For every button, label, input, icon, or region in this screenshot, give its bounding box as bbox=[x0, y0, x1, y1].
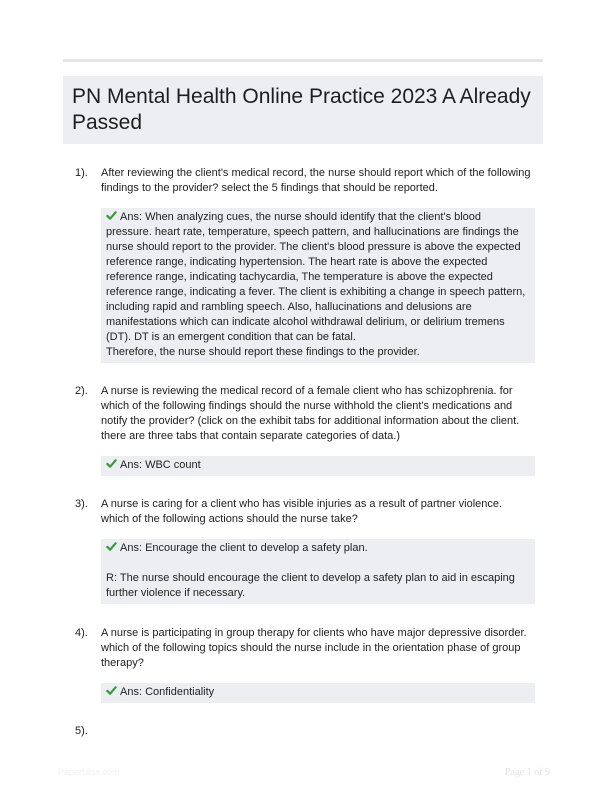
question-text: A nurse is caring for a client who has visible injuries as a result of partner violence. which of the following actions should the nurse take? bbox=[101, 498, 503, 525]
question-text: A nurse is reviewing the medical record of a female client who has schizophrenia. for which of the following findings should the nurse withhold the client's medications and notify the provider? (click on the exhibit tabs for additional information about the client. there are three tabs that contain separate categories of data.) bbox=[101, 385, 520, 442]
page-title: PN Mental Health Online Practice 2023 A Already Passed bbox=[72, 85, 531, 134]
question-number: 2). bbox=[75, 385, 88, 397]
check-icon bbox=[106, 685, 117, 696]
answer-text: Ans: WBC count bbox=[120, 459, 201, 471]
check-icon bbox=[106, 210, 117, 221]
answer-extra: R: The nurse should encourage the client to develop a safety plan to aid in escaping further violence if necessary. bbox=[106, 572, 515, 599]
answer-panel bbox=[101, 456, 535, 476]
question-number: 5). bbox=[75, 725, 88, 737]
question-text: After reviewing the client's medical record, the nurse should report which of the following findings to the provider? select the 5 findings that should be reported. bbox=[101, 167, 531, 194]
answer-line bbox=[106, 685, 529, 700]
page-number: Page 1 of 9 bbox=[504, 767, 550, 778]
answer-text: Ans: Confidentiality bbox=[120, 686, 215, 698]
footer-watermark: Paperbliss.com bbox=[58, 767, 120, 777]
answer-line bbox=[106, 210, 529, 345]
question-number: 3). bbox=[75, 498, 88, 510]
check-icon bbox=[106, 541, 117, 552]
top-divider bbox=[63, 59, 543, 62]
answer-panel bbox=[101, 539, 535, 604]
spacer bbox=[106, 556, 529, 571]
answer-panel bbox=[101, 208, 535, 363]
question-text: A nurse is participating in group therapy for clients who have major depressive disorder. which of the following topics should the nurse include in the orientation phase of group therapy? bbox=[101, 627, 527, 669]
answer-line bbox=[106, 458, 529, 473]
question-number: 1). bbox=[75, 167, 88, 179]
answer-text: Ans: When analyzing cues, the nurse should identify that the client's blood pressure. heart rate, temperature, speech pattern, and hallucinations are findings the nurse should report to the provider. The client's blood pressure is above the expected reference range, indicating hypertension. The heart rate is above the expected reference range, indicating tachycardia, The temperature is above the expected reference range, indicating a fever. The client is exhibiting a change in speech pattern, including rapid and rambling speech. Also, hallucinations and delusions are manifestations which can indicate alcohol withdrawal delirium, or delirium tremens (DT). DT is an emergent condition that can be fatal. bbox=[106, 211, 526, 343]
question-number: 4). bbox=[75, 627, 88, 639]
answer-line bbox=[106, 541, 529, 556]
title-banner bbox=[63, 76, 543, 144]
answer-extra: Therefore, the nurse should report these findings to the provider. bbox=[106, 346, 420, 358]
answer-text: Ans: Encourage the client to develop a safety plan. bbox=[120, 542, 368, 554]
check-icon bbox=[106, 458, 117, 469]
answer-panel bbox=[101, 683, 535, 703]
